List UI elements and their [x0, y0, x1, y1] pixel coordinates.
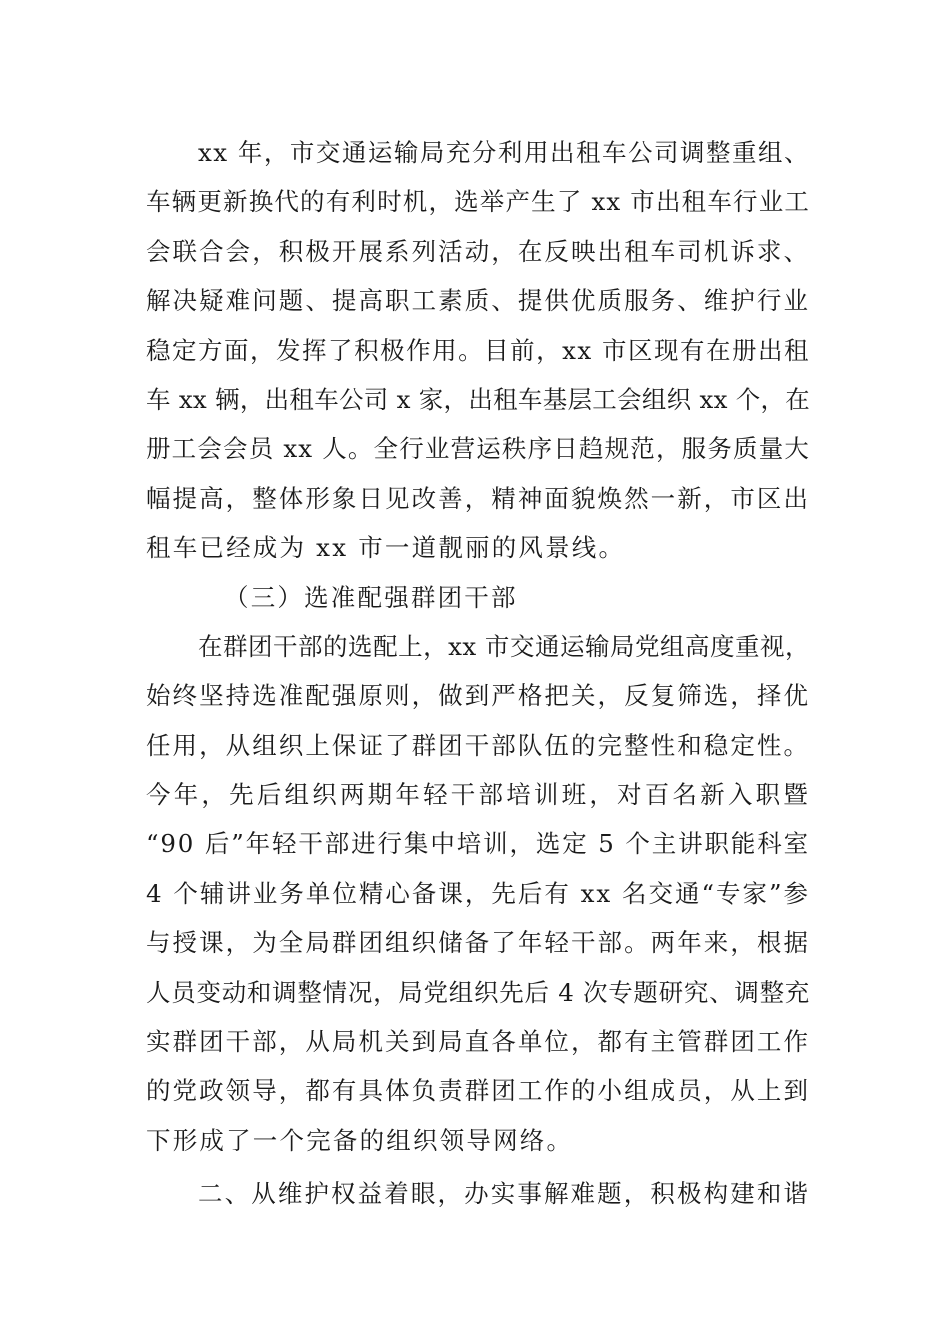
text-line: 在群团干部的选配上，xx 市交通运输局党组高度重视，	[198, 631, 810, 661]
text-line: “90 后”年轻干部进行集中培训，选定 5 个主讲职能科室	[146, 829, 810, 859]
text-line: 的党政领导，都有具体负责群团工作的小组成员，从上到	[146, 1076, 810, 1106]
text-line: 租车已经成为 xx 市一道靓丽的风景线。	[146, 533, 626, 563]
text-line: 下形成了一个完备的组织领导网络。	[146, 1125, 574, 1155]
text-line: 实群团干部，从局机关到局直各单位，都有主管群团工作	[146, 1027, 810, 1057]
text-line: 幅提高，整体形象日见改善，精神面貌焕然一新，市区出	[146, 483, 810, 513]
text-line: xx 年，市交通运输局充分利用出租车公司调整重组、	[198, 138, 810, 167]
document-body	[146, 128, 810, 1219]
text-line: 册工会会员 xx 人。全行业营运秩序日趋规范，服务质量大	[146, 434, 810, 464]
text-line: 稳定方面，发挥了积极作用。目前，xx 市区现有在册出租	[146, 335, 810, 365]
text-line: 人员变动和调整情况，局党组织先后 4 次专题研究、调整充	[146, 977, 810, 1007]
text-line: 解决疑难问题、提高职工素质、提供优质服务、维护行业	[146, 286, 810, 316]
text-line: 今年，先后组织两期年轻干部培训班，对百名新入职暨	[146, 780, 810, 810]
paragraph-taxi-union	[146, 128, 810, 573]
paragraph-cadre-selection	[146, 622, 810, 1165]
text-line: 4 个辅讲业务单位精心备课，先后有 xx 名交通“专家”参	[146, 878, 810, 908]
text-line: 车 xx 辆，出租车公司 x 家，出租车基层工会组织 xx 个，在	[146, 384, 810, 414]
section-heading-3	[146, 573, 810, 622]
heading-text: 二、从维护权益着眼，办实事解难题，积极构建和谐	[198, 1179, 810, 1209]
text-line: 任用，从组织上保证了群团干部队伍的完整性和稳定性。	[146, 730, 810, 760]
text-line: 车辆更新换代的有利时机，选举产生了 xx 市出租车行业工	[146, 187, 810, 217]
text-line: 与授课，为全局群团组织储备了年轻干部。两年来，根据	[146, 928, 810, 958]
text-line: 始终坚持选准配强原则，做到严格把关，反复筛选，择优	[146, 681, 810, 711]
heading-text: （三）选准配强群团干部	[224, 582, 518, 612]
section-heading-2	[146, 1169, 810, 1218]
text-line: 会联合会，积极开展系列活动，在反映出租车司机诉求、	[146, 236, 810, 266]
